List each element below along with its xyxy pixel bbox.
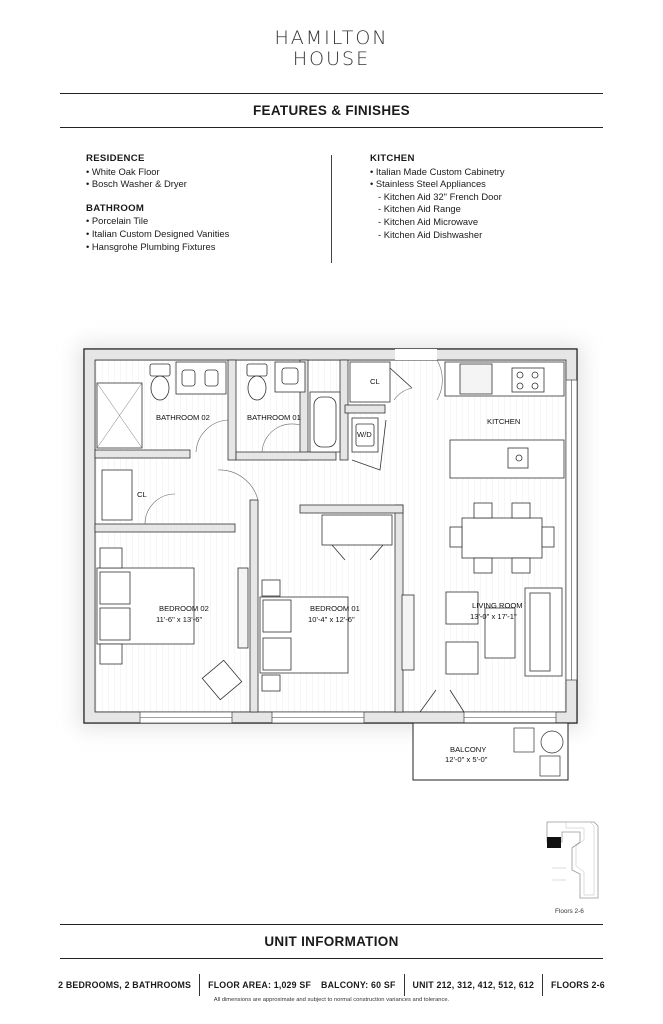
floor-area-info: FLOOR AREA: 1,029 SF [208,980,312,990]
unit-info-title: UNIT INFORMATION [264,934,399,949]
bedroom-01-label: BEDROOM 01 [310,604,360,613]
kitchen-subitem: - Kitchen Aid 32" French Door [378,190,502,202]
brand-line-1: HAMILTON [274,27,389,49]
unit-info-top-rule [60,924,603,925]
unit-location-marker [547,837,561,848]
balcony-label: BALCONY [450,745,487,754]
bathroom-heading: BATHROOM [86,202,145,214]
residence-item: • White Oak Floor [86,165,160,177]
bathroom-item: • Italian Custom Designed Vanities [86,227,230,239]
living-room-dimensions: 13'-0" x 17'-1" [470,612,517,621]
key-plan-label: Floors 2-6 [555,908,584,915]
key-plan [547,822,598,898]
bedroom-01-dimensions: 10'-4" x 12'-6" [308,615,355,624]
kitchen-subitem: - Kitchen Aid Range [378,203,461,215]
kitchen-subitem: - Kitchen Aid Microwave [378,215,479,227]
residence-heading: RESIDENCE [86,153,145,164]
brand-line-2: HOUSE [292,48,371,70]
washer-dryer-label: W/D [357,430,372,439]
bedrooms-info: 2 BEDROOMS, 2 BATHROOMS [58,980,192,990]
floors-info: FLOORS 2-6 [551,980,605,990]
closet-label-bedroom: CL [137,490,147,499]
bathroom-01-label: BATHROOM 01 [247,413,301,422]
kitchen-item: • Stainless Steel Appliances [370,178,486,190]
bedroom-02-label: BEDROOM 02 [159,604,209,613]
unit-info-row [60,973,603,997]
residence-item: • Bosch Washer & Dryer [86,178,187,190]
bathroom-item: • Hansgrohe Plumbing Fixtures [86,240,216,252]
balcony [413,723,568,780]
kitchen-item: • Italian Made Custom Cabinetry [370,165,505,177]
units-info: UNIT 212, 312, 412, 512, 612 [412,980,535,990]
kitchen-heading: KITCHEN [370,153,415,164]
balcony-area-info: BALCONY: 60 SF [321,980,396,990]
bedroom-02-dimensions: 11'-6" x 13'-6" [156,615,203,624]
bathroom-item: • Porcelain Tile [86,215,149,227]
kitchen-label: KITCHEN [487,417,521,426]
bathroom-02-label: BATHROOM 02 [156,413,210,422]
kitchen-subitem: - Kitchen Aid Dishwasher [378,228,483,240]
closet-label-top: CL [370,377,380,386]
living-room-label: LIVING ROOM [472,601,523,610]
features-title: FEATURES & FINISHES [253,103,410,118]
unit-info-rule [60,958,603,959]
balcony-dimensions: 12'-0" x 5'-0" [445,755,488,764]
disclaimer: All dimensions are approximate and subject to normal construction variances and tolerance. [213,997,450,1003]
